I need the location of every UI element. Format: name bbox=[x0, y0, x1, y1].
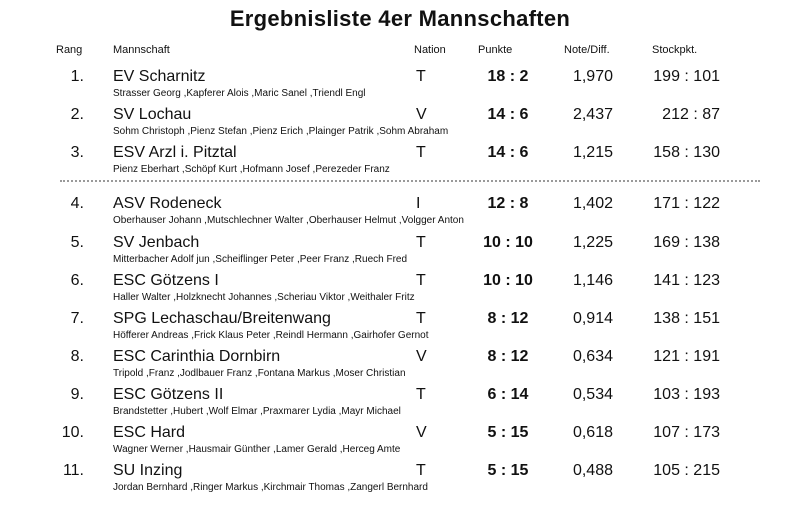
nation-cell: I bbox=[416, 195, 421, 212]
nation-cell: T bbox=[416, 68, 426, 85]
rank-cell: 10. bbox=[61, 424, 84, 441]
players-list: Tripold ,Franz ,Jodlbauer Franz ,Fontana Markus ,Moser Christian bbox=[113, 368, 406, 379]
nation-cell: T bbox=[416, 234, 426, 251]
stock-cell: 138 : 151 bbox=[653, 310, 720, 327]
note-cell: 1,215 bbox=[572, 144, 613, 161]
players-list: Oberhauser Johann ,Mutschlechner Walter ,Oberhauser Helmut ,Volgger Anton bbox=[113, 215, 464, 226]
note-cell: 0,914 bbox=[572, 310, 613, 327]
note-cell: 1,146 bbox=[572, 272, 613, 289]
nation-cell: T bbox=[416, 386, 426, 403]
table-row bbox=[0, 68, 800, 106]
stock-cell: 171 : 122 bbox=[653, 195, 720, 212]
rank-cell: 8. bbox=[70, 348, 84, 365]
team-name: ESC Carinthia Dornbirn bbox=[113, 348, 281, 365]
team-name: EV Scharnitz bbox=[113, 68, 206, 85]
header-nation: Nation bbox=[414, 44, 446, 56]
points-cell: 5 : 15 bbox=[487, 424, 529, 441]
rank-cell: 3. bbox=[70, 144, 84, 161]
players-list: Pienz Eberhart ,Schöpf Kurt ,Hofmann Josef ,Perezeder Franz bbox=[113, 164, 390, 175]
rank-cell: 5. bbox=[70, 234, 84, 251]
players-list: Haller Walter ,Holzknecht Johannes ,Scheriau Viktor ,Weithaler Fritz bbox=[113, 292, 415, 303]
stock-cell: 103 : 193 bbox=[653, 386, 720, 403]
table-row bbox=[0, 234, 800, 272]
nation-cell: T bbox=[416, 144, 426, 161]
table-row bbox=[0, 348, 800, 386]
stock-cell: 107 : 173 bbox=[653, 424, 720, 441]
note-cell: 1,970 bbox=[572, 68, 613, 85]
header-stock: Stockpkt. bbox=[652, 44, 698, 56]
players-list: Sohm Christoph ,Pienz Stefan ,Pienz Erich ,Plainger Patrik ,Sohm Abraham bbox=[113, 126, 449, 137]
note-cell: 0,534 bbox=[572, 386, 613, 403]
team-name: ASV Rodeneck bbox=[113, 195, 222, 212]
players-list: Mitterbacher Adolf jun ,Scheiflinger Peter ,Peer Franz ,Ruech Fred bbox=[113, 254, 408, 265]
rank-cell: 9. bbox=[70, 386, 84, 403]
page-title: Ergebnisliste 4er Mannschaften bbox=[229, 6, 571, 31]
nation-cell: V bbox=[416, 106, 427, 123]
team-name: SU Inzing bbox=[113, 462, 183, 479]
points-cell: 5 : 15 bbox=[487, 462, 529, 479]
stock-cell: 199 : 101 bbox=[653, 68, 720, 85]
rank-cell: 2. bbox=[70, 106, 84, 123]
rank-cell: 4. bbox=[70, 195, 84, 212]
players-list: Höfferer Andreas ,Frick Klaus Peter ,Reindl Hermann ,Gairhofer Gernot bbox=[113, 330, 429, 341]
team-name: ESC Götzens II bbox=[113, 386, 224, 403]
nation-cell: T bbox=[416, 462, 426, 479]
note-cell: 1,225 bbox=[572, 234, 613, 251]
points-cell: 8 : 12 bbox=[487, 310, 529, 327]
nation-cell: T bbox=[416, 272, 426, 289]
team-name: ESC Hard bbox=[113, 424, 186, 441]
rank-cell: 7. bbox=[70, 310, 84, 327]
players-list: Strasser Georg ,Kapferer Alois ,Maric Sanel ,Triendl Engl bbox=[113, 88, 366, 99]
nation-cell: V bbox=[416, 424, 427, 441]
rank-cell: 11. bbox=[62, 462, 84, 479]
note-cell: 1,402 bbox=[572, 195, 613, 212]
team-name: SV Jenbach bbox=[113, 234, 200, 251]
table-row bbox=[0, 144, 800, 182]
stock-cell: 169 : 138 bbox=[653, 234, 720, 251]
header-points: Punkte bbox=[478, 44, 513, 56]
note-cell: 2,437 bbox=[572, 106, 613, 123]
note-cell: 0,488 bbox=[572, 462, 613, 479]
table-row bbox=[0, 272, 800, 310]
points-cell: 18 : 2 bbox=[487, 68, 529, 85]
stock-cell: 212 : 87 bbox=[662, 106, 720, 123]
team-name: SPG Lechaschau/Breitenwang bbox=[113, 310, 331, 327]
note-cell: 0,634 bbox=[572, 348, 613, 365]
points-cell: 6 : 14 bbox=[487, 386, 529, 403]
table-row bbox=[0, 106, 800, 144]
points-cell: 10 : 10 bbox=[483, 272, 533, 289]
points-cell: 14 : 6 bbox=[487, 106, 529, 123]
stock-cell: 105 : 215 bbox=[653, 462, 720, 479]
points-cell: 8 : 12 bbox=[487, 348, 529, 365]
table-row bbox=[0, 310, 800, 348]
rank-cell: 1. bbox=[70, 68, 84, 85]
team-name: ESV Arzl i. Pitztal bbox=[113, 144, 237, 161]
table-row bbox=[0, 424, 800, 462]
note-cell: 0,618 bbox=[572, 424, 613, 441]
team-name: SV Lochau bbox=[113, 106, 192, 123]
points-cell: 14 : 6 bbox=[487, 144, 529, 161]
stock-cell: 158 : 130 bbox=[653, 144, 720, 161]
team-name: ESC Götzens I bbox=[113, 272, 219, 289]
nation-cell: T bbox=[416, 310, 426, 327]
table-row bbox=[0, 195, 800, 233]
rank-cell: 6. bbox=[70, 272, 84, 289]
stock-cell: 121 : 191 bbox=[653, 348, 720, 365]
stock-cell: 141 : 123 bbox=[653, 272, 720, 289]
nation-cell: V bbox=[416, 348, 427, 365]
players-list: Jordan Bernhard ,Ringer Markus ,Kirchmair Thomas ,Zangerl Bernhard bbox=[113, 482, 428, 493]
header-note: Note/Diff. bbox=[564, 44, 610, 56]
table-row bbox=[0, 462, 800, 500]
players-list: Brandstetter ,Hubert ,Wolf Elmar ,Praxmarer Lydia ,Mayr Michael bbox=[113, 406, 401, 417]
points-cell: 12 : 8 bbox=[487, 195, 529, 212]
header-rank: Rang bbox=[56, 44, 83, 56]
header-team: Mannschaft bbox=[113, 44, 170, 56]
points-cell: 10 : 10 bbox=[483, 234, 533, 251]
table-row bbox=[0, 386, 800, 424]
players-list: Wagner Werner ,Hausmair Günther ,Lamer Gerald ,Herceg Amte bbox=[113, 444, 401, 455]
